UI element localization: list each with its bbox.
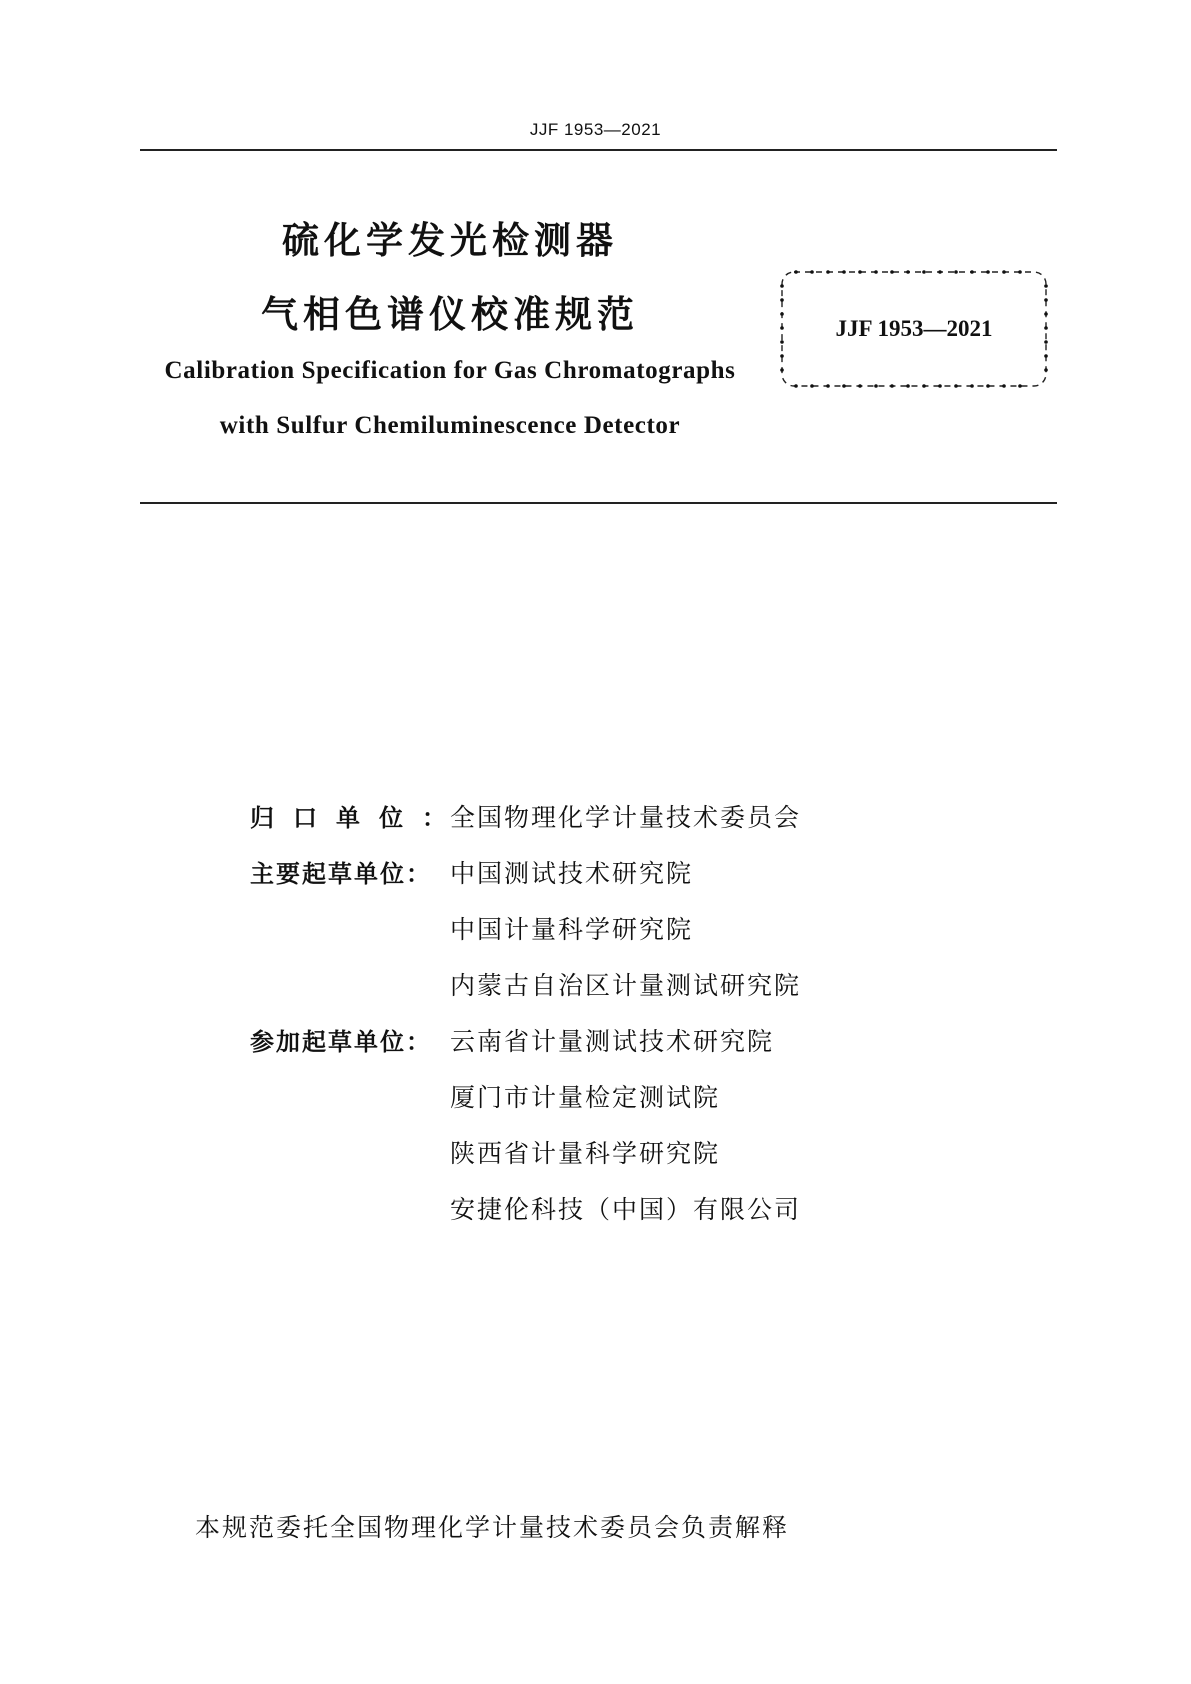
responsible-unit-row: [250, 798, 801, 838]
standard-code: JJF 1953—2021: [835, 316, 993, 341]
standard-code-box: [778, 268, 1050, 390]
main-drafting-label: 主要起草单位：: [250, 860, 432, 888]
header-standard-code: JJF 1953—2021: [529, 120, 662, 139]
english-title-line-2: with Sulfur Chemiluminescence Detector: [219, 412, 681, 439]
middle-divider: [140, 502, 1057, 504]
participating-drafting-row: [250, 1190, 801, 1230]
main-drafting-unit: 内蒙古自治区计量测试研究院: [450, 971, 802, 1000]
responsible-unit: 全国物理化学计量技术委员会: [450, 803, 802, 832]
participating-drafting-row: [250, 1022, 774, 1062]
participating-drafting-label: 参加起草单位：: [250, 1028, 432, 1056]
main-drafting-row: [250, 966, 801, 1006]
responsible-unit-label: 归口单位：: [250, 804, 465, 832]
english-title-line-1: Calibration Specification for Gas Chromatographs: [164, 357, 736, 384]
interpretation-note: 本规范委托全国物理化学计量技术委员会负责解释: [195, 1513, 790, 1542]
main-drafting-row: [250, 910, 693, 950]
chinese-title-line-1: 硫化学发光检测器: [282, 219, 618, 262]
chinese-title-line-2: 气相色谱仪校准规范: [261, 293, 639, 336]
participating-unit: 云南省计量测试技术研究院: [450, 1027, 775, 1056]
top-divider: [140, 149, 1057, 151]
participating-drafting-row: [250, 1134, 720, 1174]
participating-drafting-row: [250, 1078, 720, 1118]
participating-unit: 陕西省计量科学研究院: [450, 1139, 721, 1168]
participating-unit: 厦门市计量检定测试院: [450, 1083, 721, 1112]
main-drafting-row: [250, 854, 693, 894]
participating-unit: 安捷伦科技（中国）有限公司: [450, 1195, 802, 1224]
main-drafting-unit: 中国测试技术研究院: [450, 859, 694, 888]
main-drafting-unit: 中国计量科学研究院: [450, 915, 694, 944]
